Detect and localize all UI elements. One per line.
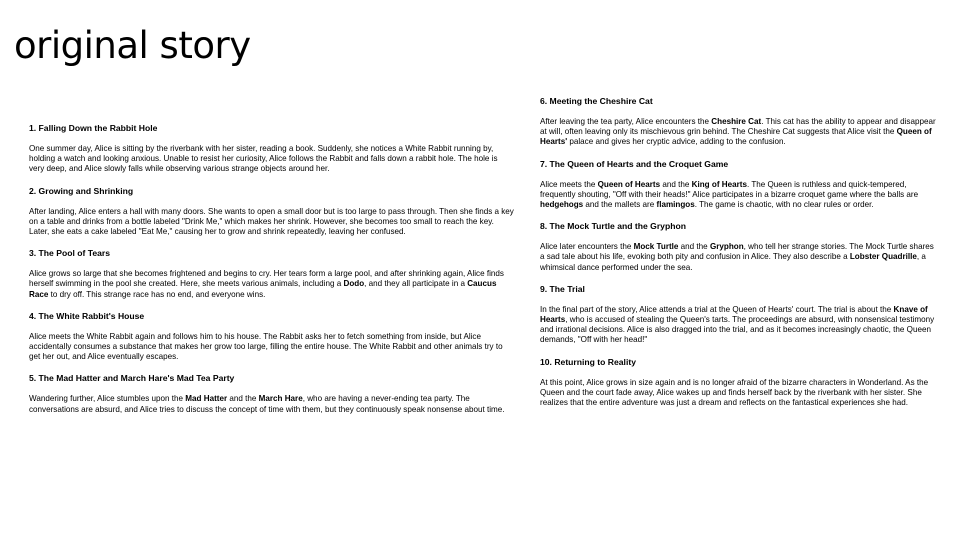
bold-term: March Hare (258, 394, 303, 404)
section-heading: 5. The Mad Hatter and March Hare's Mad Tea Party (29, 373, 235, 384)
section-body (29, 332, 515, 363)
story-section (540, 284, 940, 346)
body-text: . The game is chaotic, with no clear rules or order. (694, 200, 874, 210)
section-body (540, 180, 940, 211)
section-heading: 1. Falling Down the Rabbit Hole (29, 123, 158, 133)
section-body (540, 378, 940, 409)
bold-term: Cheshire Cat (711, 117, 762, 126)
section-body (29, 394, 515, 414)
body-text: , a whimsical dance performed under the sea. (540, 252, 926, 272)
bold-term: King of Hearts (691, 179, 747, 189)
body-text: , who tell her strange stories. The Mock Turtle shares a sad tale about his life, evoking both pity and confusion in Alice. They also describe a (540, 242, 934, 262)
body-text: Alice later encounters the (540, 242, 634, 252)
bold-term: flamingos (656, 200, 695, 210)
body-text: At this point, Alice grows in size again and is no longer afraid of the bizarre characters in Wonderland. As the Queen and the court fade away, Alice wakes up and finds herself back by the riverbank with her sister. She realizes that the entire adventure was just a dream and reflects on the fantastical experiences she had. (540, 377, 929, 408)
body-text: to dry off. This strange race has no end, and everyone wins. (48, 289, 266, 299)
body-text: . The Queen is ruthless and quick-tempered, frequently shouting, "Off with their heads!" Alice participates in a bizarre croquet game where the balls are (540, 179, 919, 199)
bold-term: Lobster Quadrille (849, 252, 917, 262)
body-text: and the (678, 242, 710, 252)
body-text: One summer day, Alice is sitting by the riverbank with her sister, reading a book. Suddenly, she notices a White Rabbit running by, holding a watch and looking anxious. Unable to resist her curiosity, Alice follows the Rabbit and falls down a rabbit hole. The hole is very deep, and Alice slowly falls while observing various strange objects around her. (29, 144, 498, 174)
section-heading: 7. The Queen of Hearts and the Croquet Game (540, 158, 729, 169)
body-text: Alice meets the (540, 179, 598, 189)
story-section (540, 221, 940, 273)
section-heading: 8. The Mock Turtle and the Gryphon (540, 221, 686, 232)
section-body (29, 207, 515, 238)
body-text: In the final part of the story, Alice attends a trial at the Queen of Hearts' court. The trial is about the (540, 304, 894, 314)
body-text: . This cat has the ability to appear and disappear at will, often leaving only its mischievous grin behind. The Cheshire Cat suggests that Alice visit the (540, 117, 936, 137)
bold-term: Caucus Race (29, 279, 497, 299)
left-column (29, 123, 515, 426)
body-text: Alice meets the White Rabbit again and follows him to his house. The Rabbit asks her to fetch something from inside, but Alice accidentally consumes a substance that makes her grow too large, filling the entire house. The White Rabbit and other animals try to get her out, and Alice eventually escapes. (29, 331, 503, 362)
section-body (540, 117, 940, 148)
body-text: , who are having a never-ending tea party. The conversations are absurd, and Alice tries to discuss the concept of time with them, but they continuously speak nonsense about time. (29, 394, 505, 414)
section-body (540, 242, 940, 273)
bold-term: Dodo (343, 279, 365, 289)
body-text: , who is accused of stealing the Queen's tarts. The proceedings are absurd, with nonsensical testimony and irrational decisions. Alice is also dragged into the trial, and as it becomes increasingly chaotic, the Queen demands, "Off with her head!" (540, 315, 935, 345)
section-body (540, 305, 940, 346)
body-text: After landing, Alice enters a hall with many doors. She wants to open a small door but is too large to pass through. Then she finds a key on a table and drinks from a bottle labeled "Drink Me," which makes her shrink. However, she becomes too small to reach the key. Later, she eats a cake labeled "Eat Me," causing her to grow and shrink repeatedly, leaving her confused. (29, 206, 514, 237)
bold-term: Mock Turtle (633, 242, 679, 252)
bold-term: Gryphon (709, 242, 744, 252)
right-column (540, 96, 940, 419)
section-heading: 4. The White Rabbit's House (29, 310, 145, 321)
story-section (29, 311, 515, 363)
body-text: Wandering further, Alice stumbles upon the (29, 394, 186, 404)
bold-term: Queen of Hearts (597, 179, 661, 189)
section-body (29, 144, 515, 175)
bold-term: Knave of Hearts (540, 304, 928, 325)
body-text: and the mallets are (583, 200, 657, 210)
story-section (29, 186, 515, 238)
story-section (29, 373, 515, 414)
section-heading: 2. Growing and Shrinking (29, 185, 134, 196)
section-heading: 9. The Trial (540, 283, 585, 294)
story-section (540, 159, 940, 211)
bold-term: Queen of Hearts' (540, 127, 932, 147)
story-section (29, 248, 515, 300)
body-text: and the (227, 394, 259, 404)
section-body (29, 269, 515, 300)
section-heading: 6. Meeting the Cheshire Cat (540, 96, 653, 106)
bold-term: Mad Hatter (185, 394, 228, 404)
story-section (540, 357, 940, 409)
story-section (29, 123, 515, 175)
body-text: , and they all participate in a (364, 279, 468, 289)
body-text: and the (660, 179, 692, 189)
body-text: palace and gives her cryptic advice, adding to the confusion. (567, 137, 786, 147)
body-text: After leaving the tea party, Alice encounters the (540, 117, 712, 126)
body-text: Alice grows so large that she becomes frightened and begins to cry. Her tears form a large pool, and after shrinking again, Alice finds herself swimming in the pool she created. Here, she meets various animals, including a (29, 269, 504, 289)
page-title: original story (14, 24, 251, 67)
section-heading: 3. The Pool of Tears (29, 248, 111, 259)
section-heading: 10. Returning to Reality (540, 356, 636, 367)
bold-term: hedgehogs (540, 200, 584, 210)
story-section (540, 96, 940, 148)
